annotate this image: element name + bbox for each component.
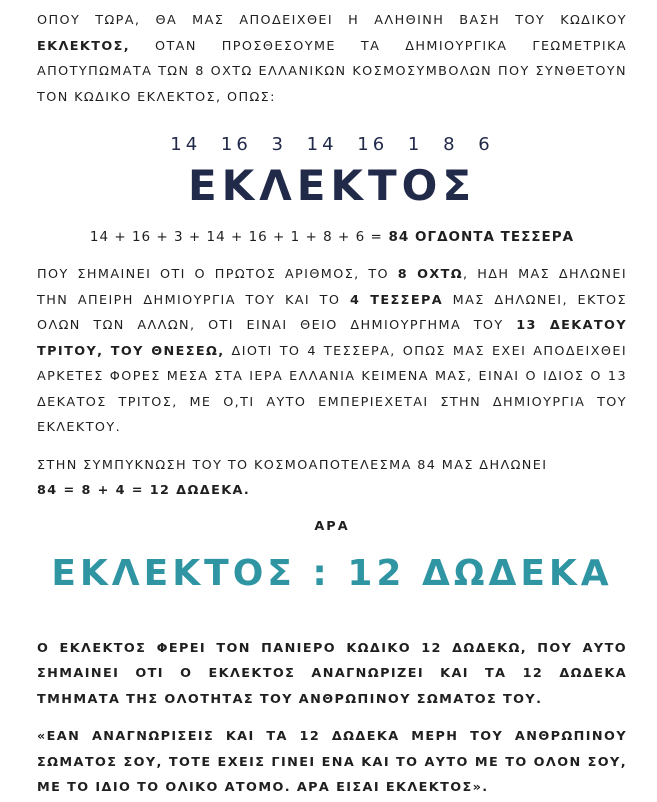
letter-values-row: 14 16 3 14 16 1 8 6 — [170, 134, 494, 155]
eklektos-12-heading: ΕΚΛΕΚΤΟΣ : 12 ΔΩΔΕΚΑ — [51, 552, 613, 594]
intro-text-1: ΟΠΟΥ ΤΩΡΑ, ΘΑ ΜΑΣ ΑΠΟΔΕΙΧΘΕΙ Η ΑΛΗΘΙΝΗ ΒΑΣΗ ΤΟΥ ΚΩΔΙΚΟΥ — [37, 13, 627, 28]
sum-equation — [37, 226, 627, 248]
closing-section — [37, 636, 627, 801]
meaning-text-e: ΔΙΟΤΙ ΤΟ 4 ΤΕΣΣΕΡΑ, ΟΠΩΣ ΜΑΣ ΕΧΕΙ ΑΠΟΔΕΙΧΘΕΙ ΑΡΚΕΤΕΣ ΦΟΡΕΣ ΜΕΣΑ ΣΤΑ ΙΕΡΑ ΕΛΛΑΝΙΑ ΚΕΙΜΕΝΑ ΜΑΣ, ΕΙΝΑΙ Ο ΙΔΙΟΣ Ο 13 ΔΕΚΑΤΟΣ ΤΡΙΤΟΣ, ΜΕ Ο,ΤΙ ΑΥΤΟ ΕΜΠΕΡΙΕΧΕΤΑΙ ΣΤΗΝ ΔΗΜΙΟΥΡΓΙΑ ΤΟΥ ΕΚΛΕΚΤΟΥ. — [37, 343, 627, 435]
intro-paragraph — [37, 8, 627, 110]
meaning-text-a: ΠΟΥ ΣΗΜΑΙΝΕΙ ΟΤΙ Ο ΠΡΩΤΟΣ ΑΡΙΘΜΟΣ, ΤΟ — [37, 267, 398, 282]
meaning-text-c: , ΗΔΗ ΜΑΣ ΔΗΛΩΝΕΙ ΤΗΝ ΑΠΕΙΡΗ ΔΗΜΙΟΥΡΓΙΑ ΤΟΥ ΚΑΙ ΤΟ — [37, 267, 627, 308]
meaning-paragraph — [37, 262, 627, 441]
meaning-bold-4: 4 ΤΕΣΣΕΡΑ — [349, 292, 444, 308]
condensation-paragraph — [37, 453, 627, 504]
sum-result: 84 ΟΓΔΟΝΤΑ ΤΕΣΣΕΡΑ — [382, 229, 575, 245]
intro-bold-word: ΕΚΛΕΚΤΟΣ, — [37, 38, 131, 54]
code-paragraph: Ο ΕΚΛΕΚΤΟΣ ΦΕΡΕΙ ΤΟΝ ΠΑΝΙΕΡΟ ΚΩΔΙΚΟ 12 ΔΩΔΕΚΩ, ΠΟΥ ΑΥΤΟ ΣΗΜΑΙΝΕΙ ΟΤΙ Ο ΕΚΛΕΚΤΟΣ ΑΝΑΓΝΩΡΙΖΕΙ ΚΑΙ ΤΑ 12 ΔΩΔΕΚΑ ΤΜΗΜΑΤΑ ΤΗΣ ΟΛΟΤΗΤΑΣ ΤΟΥ ΑΝΘΡΩΠΙΝΟΥ ΣΩΜΑΤΟΣ ΤΟΥ. — [37, 640, 627, 707]
ara-label: ΑΡΑ — [314, 518, 350, 534]
quote-paragraph: «ΕΑΝ ΑΝΑΓΝΩΡΙΣΕΙΣ ΚΑΙ ΤΑ 12 ΔΩΔΕΚΑ ΜΕΡΗ ΤΟΥ ΑΝΘΡΩΠΙΝΟΥ ΣΩΜΑΤΟΣ ΣΟΥ, ΤΟΤΕ ΕΧΕΙΣ ΓΙΝΕΙ ΕΝΑ ΚΑΙ ΤΟ ΑΥΤΟ ΜΕ ΤΟ ΟΛΟΝ ΣΟΥ, ΜΕ ΤΟ ΙΔΙΟ ΤΟ ΟΛΙΚΟ ΑΤΟΜΟ. ΑΡΑ ΕΙΣΑΙ ΕΚΛΕΚΤΟΣ». — [37, 729, 627, 795]
condensation-text: ΣΤΗΝ ΣΥΜΠΥΚΝΩΣΗ ΤΟΥ ΤΟ ΚΟΣΜΟΑΠΟΤΕΛΕΣΜΑ 84 ΜΑΣ ΔΗΛΩΝΕΙ — [37, 457, 548, 473]
intro-text-2: ΟΤΑΝ ΠΡΟΣΘΕΣΟΥΜΕ ΤΑ ΔΗΜΙΟΥΡΓΙΚΑ ΓΕΩΜΕΤΡΙΚΑ ΑΠΟΤΥΠΩΜΑΤΑ ΤΩΝ 8 ΟΧΤΩ ΕΛΛΑΝΙΚΩΝ ΚΟΣΜΟΣΥΜΒΟΛΩΝ ΠΟΥ ΣΥΝΘΕΤΟΥΝ ΤΟΝ ΚΩΔΙΚΟ ΕΚΛΕΚΤΟΣ, ΟΠΩΣ: — [37, 38, 627, 105]
meaning-bold-13: 13 ΔΕΚΑΤΟΥ ΤΡΙΤΟΥ, ΤΟΥ ΘΝΕΣΕΩ, — [37, 318, 627, 359]
sum-terms: 14 + 16 + 3 + 14 + 16 + 1 + 8 + 6 = — [89, 229, 383, 245]
eklektos-heading: ΕΚΛΕΚΤΟΣ — [187, 161, 477, 210]
meaning-bold-8: 8 ΟΧΤΩ — [397, 267, 464, 282]
meaning-text-d: ΜΑΣ ΔΗΛΩΝΕΙ, ΕΚΤΟΣ ΟΛΩΝ ΤΩΝ ΑΛΛΩΝ, ΟΤΙ ΕΙΝΑΙ ΘΕΙΟ ΔΗΜΙΟΥΡΓΗΜΑ ΤΟΥ — [37, 292, 627, 333]
condensation-equation: 84 = 8 + 4 = 12 ΔΩΔΕΚΑ. — [37, 483, 251, 498]
